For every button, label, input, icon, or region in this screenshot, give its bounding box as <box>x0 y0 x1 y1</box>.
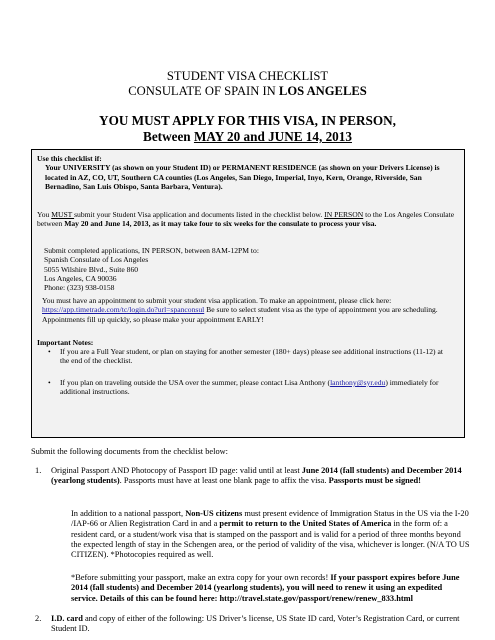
appointment-link[interactable]: https://app.timetrade.com/tc/login.do?url=spanconsul <box>42 305 205 315</box>
checklist-title: STUDENT VISA CHECKLIST <box>166 69 329 83</box>
apply-dates: MAY 20 and JUNE 14, 2013 <box>193 129 352 144</box>
apply-heading-line2: Between MAY 20 and JUNE 14, 2013 <box>143 129 352 144</box>
use-label: Use this checklist if: <box>37 154 102 163</box>
checklist-item-passport: 1. Original Passport AND Photocopy of Passport ID page: valid until at least June 2014 (fall students) and December 2014 (yearlong students). Passports must have at least one blank page to affix the visa. Passports must be signed! <box>35 466 462 486</box>
email-link[interactable]: lanthony@syr.edu <box>330 378 386 387</box>
apply-heading-line1: YOU MUST APPLY FOR THIS VISA, IN PERSON, <box>99 113 396 128</box>
important-notes-label: Important Notes: <box>37 338 94 347</box>
bullet-icon: • <box>48 378 51 387</box>
passport-renewal-paragraph: *Before submitting your passport, make an extra copy for your own records! If your passport expires before June 2014 (fall students) and December 2014 (yearlong students), you will need to renew it using an expedited service. Details of this can be found here: http://travel.state.gov/passport/renew/renew_833.html <box>71 573 460 603</box>
appointment-paragraph: You must have an appointment to submit your student visa application. To make an appointment, please click here: https://app.timetrade.com/tc/login.do?url=spanconsul Be sure to select student visa as the type of appointment you are scheduling. Appointments fill up quickly, so please make your appointment EARLY! <box>42 296 438 324</box>
use-checklist-section <box>37 154 457 191</box>
note-full-year: • If you are a Full Year student, or plan on staying for another semester (180+ days) please see additional instructions (11-12) at the end of the checklist. <box>48 347 443 366</box>
instructions-box <box>31 149 465 438</box>
checklist-item-id-card: 2. I.D. card and copy of either of the following: US Driver’s license, US State ID card, Voter’s Registration Card, or current Student ID. <box>35 614 460 634</box>
consulate-title: CONSULATE OF SPAIN IN LOS ANGELES <box>128 84 367 98</box>
non-us-citizens-paragraph: In addition to a national passport, Non-US citizens must present evidence of Immigration Status in the US via the I-20 /IAP-66 or Alien Registration Card in and a permit to return to the United States of America in the form of: a resident card, or a student/work visa that is stamped on the passport and is valid for a period of three months beyond the expected length of stay in the Schengen area, or the period of validity of the visa, whichever is longer. (N/A TO US CITIZEN). *Photocopies required as well. <box>71 509 470 560</box>
bullet-icon: • <box>48 347 51 356</box>
consulate-address: Submit completed applications, IN PERSON, between 8AM-12PM to: Spanish Consulate of Los Angeles 5055 Wilshire Blvd., Suite 860 Los Angeles, CA 90036 Phone: (323) 938-0158 <box>44 246 259 293</box>
use-text: Your UNIVERSITY (as shown on your Student ID) or PERMANENT RESIDENCE (as shown on your Drivers License) is located in AZ, CO, UT, Southern CA counties (Los Angeles, San Diego, Imperial, Inyo, Kern, Orange, Riverside, San Bernadino, San Luis Obispo, Santa Barbara, Ventura). <box>45 163 440 191</box>
checklist-intro: Submit the following documents from the checklist below: <box>31 447 229 456</box>
must-submit-paragraph: You MUST submit your Student Visa application and documents listed in the checklist below. IN PERSON to the Los Angeles Consulate between May 20 and June 14, 2013, as it may take four to six weeks for the consulate to process your visa. <box>37 210 455 229</box>
note-travel: • If you plan on traveling outside the USA over the summer, please contact Lisa Anthony (lanthony@syr.edu) immediately for additional instructions. <box>48 378 439 397</box>
